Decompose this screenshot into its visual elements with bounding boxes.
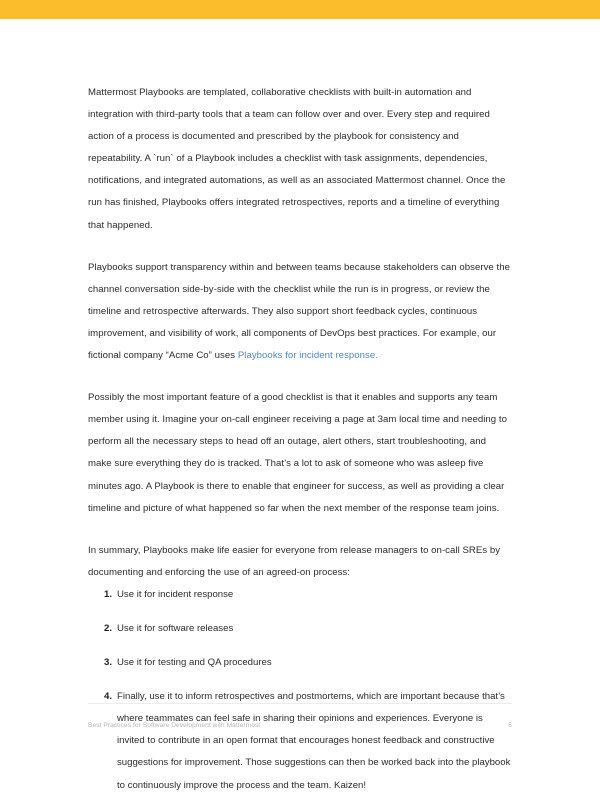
playbooks-incident-response-link[interactable]: Playbooks for incident response.: [237, 350, 379, 362]
list-item-label: Use it for testing and QA procedures: [117, 657, 272, 669]
list-item-label: Use it for software releases: [117, 622, 234, 634]
footer-document-title: Best Practices for Software Development with Mattermost: [88, 722, 261, 729]
paragraph-4: In summary, Playbooks make life easier for everyone from release managers to on-call SREs by documenting and enforcing the use of an agreed-on process:: [88, 544, 501, 578]
paragraph-2: [88, 257, 512, 367]
accent-top-bar: [0, 0, 600, 19]
list-item-marker: 4.: [104, 691, 113, 703]
paragraph-3: Possibly the most important feature of a good checklist is that it enables and supports any team member using it. Imagine your on-call engineer receiving a page at 3am local time and needing to perform all the necessary steps to head off an outage, alert others, start troubleshooting, and make sure everything they do is tracked. That’s a lot to ask of someone who was asleep five minutes ago. A Playbook is there to enable that engineer for success, as well as providing a clear timeline and picture of what happened so far when the next member of the response team joins.: [88, 392, 507, 514]
page-footer: [88, 722, 512, 729]
list-item-marker: 2.: [104, 622, 113, 634]
list-item-label: Finally, use it to inform retrospectives and postmortems, which are important because that’s where teammates can feel safe in sharing their opinions and experiences. Everyone is invited to contribute in an open format that encourages honest feedback and constructive suggestions for improvement. Those suggestions can then be worked back into the playbook to continuously improve the process and the team. Kaizen!: [117, 691, 511, 791]
page-content: [88, 82, 512, 797]
list-item: [88, 584, 512, 606]
list-item: [88, 618, 512, 640]
list-item-label: Use it for incident response: [117, 588, 234, 600]
paragraph-2-text: Playbooks support transparency within and between teams because stakeholders can observe the channel conversation side-by-side with the checklist while the run is in progress, or review the timeline and retrospective afterwards. They also support short feedback cycles, continuous improvement, and visibility of work, all components of DevOps best practices. For example, our fictional company “Acme Co” uses: [88, 261, 510, 362]
footer-divider: [88, 703, 512, 704]
numbered-list: [88, 584, 512, 797]
list-item-marker: 1.: [104, 588, 113, 600]
list-item-marker: 3.: [104, 657, 113, 669]
footer-page-number: 6: [508, 722, 512, 729]
paragraph-1: Mattermost Playbooks are templated, collaborative checklists with built-in automation and integration with third-party tools that a team can follow over and over. Every step and required action of a process is documented and prescribed by the playbook for consistency and repeatability. A `run` of a Playbook includes a checklist with task assignments, dependencies, notifications, and integrated automations, as well as an associated Mattermost channel. Once the run has finished, Playbooks offers integrated retrospectives, reports and a timeline of everything that happened.: [88, 87, 506, 231]
list-item: [88, 652, 512, 674]
